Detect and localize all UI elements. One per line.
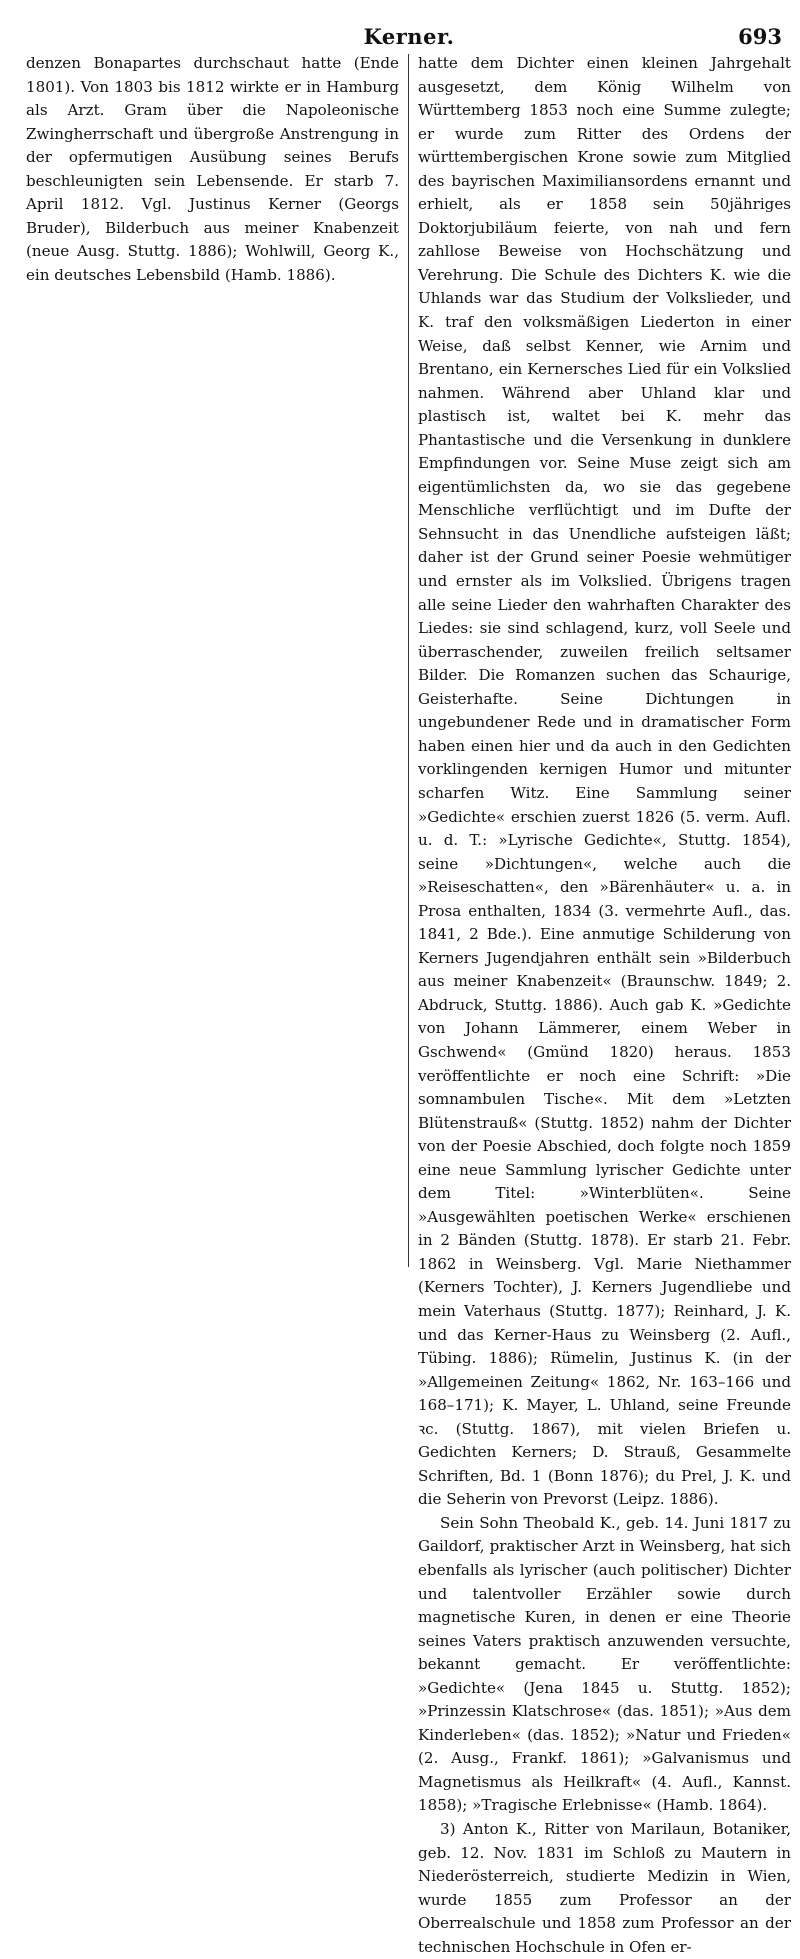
column-divider <box>408 54 409 1267</box>
left-column <box>26 52 399 1267</box>
page-number: 693 <box>738 24 782 49</box>
entry-anton: 3) Anton K., Ritter von Marilaun, Botaniker, geb. 12. Nov. 1831 im Schloß zu Mautern in Niederösterreich, studierte Medizin in Wien, wurde 1855 zum Professor an der Oberrealschule und 1858 zum Professor an der technischen Hochschule in Ofen er- <box>418 1820 791 1956</box>
text-columns <box>26 52 792 1956</box>
entry-continuation-georg: denzen Bonapartes durchschaut hatte (Ende 1801). Von 1803 bis 1812 wirkte er in Hamburg als Arzt. Gram über die Napoleonische Zwingherrschaft und übergroße Anstrengung in der opfermutigen Ausübung seines Berufs beschleunigten sein Lebensende. Er starb 7. April 1812. Vgl. Justinus Kerner (Georgs Bruder), Bilderbuch aus meiner Knabenzeit (neue Ausg. Stuttg. 1886); Wohlwill, Georg K., ein deutsches Lebensbild (Hamb. 1886). <box>26 54 399 284</box>
entry-theobald: Sein Sohn Theobald K., geb. 14. Juni 1817 zu Gaildorf, praktischer Arzt in Weinsberg, hat sich ebenfalls als lyrischer (auch politischer) Dichter und talentvoller Erzähler sowie durch magnetische Kuren, in denen er eine Theorie seines Vaters praktisch anzuwenden versuchte, bekannt gemacht. Er veröffentlichte: »Gedichte« (Jena 1845 u. Stuttg. 1852); »Prinzessin Klatschrose« (das. 1851); »Aus dem Kinderleben« (das. 1852); »Natur und Frieden« (2. Ausg., Frankf. 1861); »Galvanismus und Magnetismus als Heilkraft« (4. Aufl., Kannst. 1858); »Tragische Erlebnisse« (Hamb. 1864). <box>418 1513 791 1815</box>
right-column <box>418 52 791 1956</box>
page-header <box>26 14 792 48</box>
running-head-title: Kerner. <box>363 24 455 49</box>
entry-justinus-continuation: hatte dem Dichter einen kleinen Jahrgehalt ausgesetzt, dem König Wilhelm von Württemberg 1853 noch eine Summe zulegte; er wurde zum Ritter des Ordens der württembergischen Krone sowie zum Mitglied des bayrischen Maximiliansordens ernannt und erhielt, als er 1858 sein 50jähriges Doktorjubiläum feierte, von nah und fern zahllose Beweise von Hochschätzung und Verehrung. Die Schule des Dichters K. wie die Uhlands war das Studium der Volkslieder, und K. traf den volksmäßigen Liederton in einer Weise, daß selbst Kenner, wie Arnim und Brentano, ein Kernersches Lied für ein Volkslied nahmen. Während aber Uhland klar und plastisch ist, waltet bei K. mehr das Phantastische und die Versenkung in dunklere Empfindungen vor. Seine Muse zeigt sich am eigentümlichsten da, wo sie das gegebene Menschliche verflüchtigt und im Dufte der Sehnsucht in das Unendliche aufsteigen läßt; daher ist der Grund seiner Poesie wehmütiger und ernster als im Volkslied. Übrigens tragen alle seine Lieder den wahrhaften Charakter des Liedes: sie sind schlagend, kurz, voll Seele und überraschender, zuweilen freilich seltsamer Bilder. Die Romanzen suchen das Schaurige, Geisterhafte. Seine Dichtungen in ungebundener Rede und in dramatischer Form haben einen hier und da auch in den Gedichten vorklingenden kernigen Humor und mitunter scharfen Witz. Eine Sammlung seiner »Gedichte« erschien zuerst 1826 (5. verm. Aufl. u. d. T.: »Lyrische Gedichte«, Stuttg. 1854), seine »Dichtungen«, welche auch die »Reiseschatten«, den »Bärenhäuter« u. a. in Prosa enthalten, 1834 (3. vermehrte Aufl., das. 1841, 2 Bde.). Eine anmutige Schilderung von Kerners Jugendjahren enthält sein »Bilderbuch aus meiner Knabenzeit« (Braunschw. 1849; 2. Abdruck, Stuttg. 1886). Auch gab K. »Gedichte von Johann Lämmerer, einem Weber in Gschwend« (Gmünd 1820) heraus. 1853 veröffentlichte er noch eine Schrift: »Die somnambulen Tische«. Mit dem »Letzten Blütenstrauß« (Stuttg. 1852) nahm der Dichter von der Poesie Abschied, doch folgte noch 1859 eine neue Sammlung lyrischer Gedichte unter dem Titel: »Winterblüten«. Seine »Ausgewählten poetischen Werke« erschienen in 2 Bänden (Stuttg. 1878). Er starb 21. Febr. 1862 in Weinsberg. Vgl. Marie Niethammer (Kerners Tochter), J. Kerners Jugendliebe und mein Vaterhaus (Stuttg. 1877); Reinhard, J. K. und das Kerner-Haus zu Weinsberg (2. Aufl., Tübing. 1886); Rümelin, Justinus K. (in der »Allgemeinen Zeitung« 1862, Nr. 163–166 und 168–171); K. Mayer, L. Uhland, seine Freunde ꝛc. (Stuttg. 1867), mit vielen Briefen u. Gedichten Kerners; D. Strauß, Gesammelte Schriften, Bd. 1 (Bonn 1876); du Prel, J. K. und die Seherin von Prevorst (Leipz. 1886). <box>418 54 791 1509</box>
